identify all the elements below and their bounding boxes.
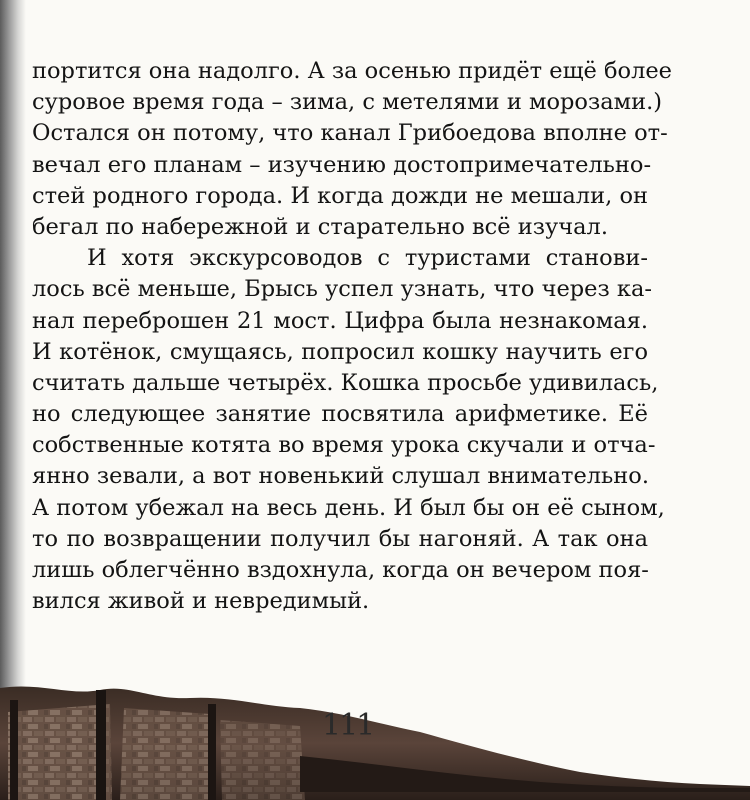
text-line: А потом убежал на весь день. И был бы он её сыном, <box>32 494 665 521</box>
page-number: 111 <box>322 708 374 743</box>
text-line: стей родного города. И когда дожди не мешали, он <box>32 182 648 209</box>
text-line: янно зевали, а вот новенький слушал внимательно. <box>32 463 649 490</box>
text-line: Остался он потому, что канал Грибоедова вполне от- <box>32 120 668 147</box>
text-line: но следующее занятие посвятила арифметике. Её <box>32 401 648 428</box>
text-line: вился живой и невредимый. <box>32 588 370 615</box>
text-line: считать дальше четырёх. Кошка просьбе удивилась, <box>32 369 659 396</box>
text-line: И котёнок, смущаясь, попросил кошку научить его <box>32 338 648 365</box>
body-text <box>32 56 672 617</box>
text-line: вечал его планам – изучению достопримечательно- <box>32 151 652 178</box>
text-line: И хотя экскурсоводов с туристами станови- <box>87 245 648 272</box>
text-line: лось всё меньше, Брысь успел узнать, что через ка- <box>32 276 652 303</box>
footer-illustration <box>0 660 750 800</box>
text-line: собственные котята во время урока скучали и отча- <box>32 432 656 459</box>
text-line: то по возвращении получил бы нагоняй. А так она <box>32 525 648 552</box>
text-line: нал переброшен 21 мост. Цифра была незнакомая. <box>32 307 648 334</box>
text-line: портится она надолго. А за осенью придёт ещё более <box>32 58 672 84</box>
text-line: лишь облегчённо вздохнула, когда он вечером поя- <box>32 557 649 583</box>
text-line: суровое время года – зима, с метелями и морозами.) <box>32 89 663 116</box>
text-line: бегал по набережной и старательно всё изучал. <box>32 213 608 240</box>
